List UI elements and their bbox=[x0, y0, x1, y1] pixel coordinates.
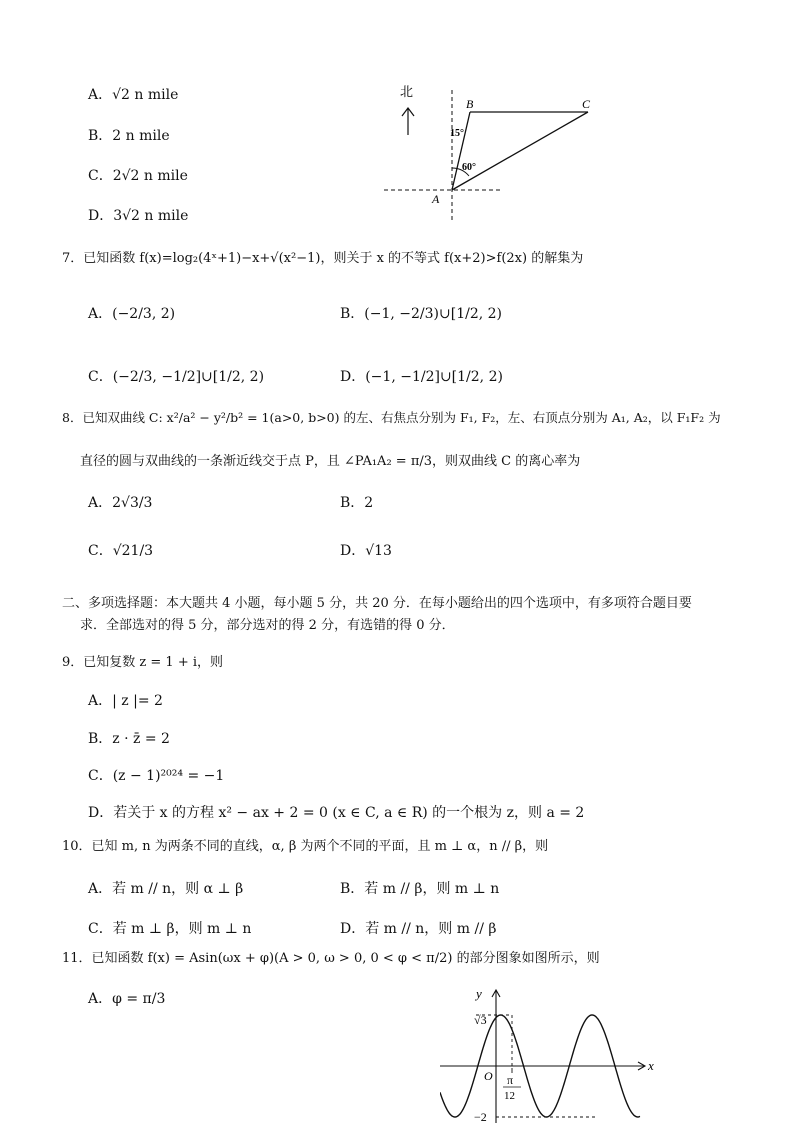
point-a-label: A bbox=[432, 192, 440, 206]
x-axis-label: x bbox=[648, 1058, 654, 1073]
section2-heading-line2: 求．全部选对的得 5 分，部分选对的得 2 分，有选错的得 0 分． bbox=[80, 618, 455, 633]
q10-option-b: B．若 m // β，则 m ⊥ n bbox=[340, 881, 500, 897]
q7-stem: 7．已知函数 f(x)=log₂(4ˣ+1)−x+√(x²−1)，则关于 x 的不等式 f(x+2)>f(2x) 的解集为 bbox=[62, 251, 584, 266]
q9-option-a: A．| z |= 2 bbox=[88, 693, 163, 709]
q6-navigation-figure bbox=[380, 80, 610, 230]
q10-option-d: D．若 m // n，则 m // β bbox=[340, 921, 497, 937]
y-axis-label: y bbox=[476, 986, 482, 1001]
neg2-label: −2 bbox=[474, 1110, 487, 1123]
q6-option-a: A．√2 n mile bbox=[88, 87, 179, 103]
q10-stem: 10．已知 m, n 为两条不同的直线，α, β 为两个不同的平面，且 m ⊥ α，n // β，则 bbox=[62, 839, 549, 854]
q8-option-d: D．√13 bbox=[340, 543, 392, 559]
q7-option-c: C．(−2/3, −1/2]∪[1/2, 2) bbox=[88, 369, 265, 385]
point-b-label: B bbox=[466, 97, 474, 111]
q11-stem: 11．已知函数 f(x) = Asin(ωx + φ)(A > 0, ω > 0, 0 < φ < π/2) 的部分图象如图所示，则 bbox=[62, 951, 600, 966]
angle-15-label: 15° bbox=[450, 128, 464, 139]
q9-stem: 9．已知复数 z = 1 + i，则 bbox=[62, 655, 223, 670]
q7-option-d: D．(−1, −1/2]∪[1/2, 2) bbox=[340, 369, 503, 385]
origin-label: O bbox=[484, 1069, 493, 1083]
q7-option-a: A．(−2/3, 2) bbox=[88, 306, 176, 322]
q10-option-a: A．若 m // n，则 α ⊥ β bbox=[88, 881, 244, 897]
point-c-label: C bbox=[582, 97, 591, 111]
q6-option-c: C．2√2 n mile bbox=[88, 168, 188, 184]
q11-sine-graph bbox=[440, 984, 665, 1123]
q10-option-c: C．若 m ⊥ β，则 m ⊥ n bbox=[88, 921, 252, 937]
q9-option-b: B．z · z̄ = 2 bbox=[88, 731, 170, 747]
north-label: 北 bbox=[400, 84, 414, 99]
q8-stem-line1: 8．已知双曲线 C: x²/a² − y²/b² = 1(a>0, b>0) 的左、右焦点分别为 F₁, F₂，左、右顶点分别为 A₁, A₂，以 F₁F₂ 为 bbox=[62, 410, 721, 425]
q8-option-c: C．√21/3 bbox=[88, 543, 154, 559]
section2-heading-line1: 二、多项选择题：本大题共 4 小题，每小题 5 分，共 20 分．在每小题给出的四个选项中，有多项符合题目要 bbox=[62, 596, 692, 611]
angle-60-label: 60° bbox=[462, 162, 476, 173]
q6-option-b: B．2 n mile bbox=[88, 128, 170, 144]
pi-label: π bbox=[507, 1073, 514, 1087]
q8-option-a: A．2√3/3 bbox=[88, 495, 153, 511]
q8-stem-line2: 直径的圆与双曲线的一条渐近线交于点 P，且 ∠PA₁A₂ = π/3，则双曲线 C 的离心率为 bbox=[80, 454, 581, 469]
q7-option-b: B．(−1, −2/3)∪[1/2, 2) bbox=[340, 306, 503, 322]
q8-option-b: B．2 bbox=[340, 495, 374, 511]
twelve-label: 12 bbox=[504, 1090, 515, 1102]
q9-option-c: C．(z − 1)²⁰²⁴ = −1 bbox=[88, 768, 225, 784]
sqrt3-label: √3 bbox=[474, 1013, 487, 1027]
q9-option-d: D．若关于 x 的方程 x² − ax + 2 = 0 (x ∈ C, a ∈ R) 的一个根为 z，则 a = 2 bbox=[88, 805, 585, 821]
q6-option-d: D．3√2 n mile bbox=[88, 208, 189, 224]
q11-option-a: A．φ = π/3 bbox=[88, 991, 166, 1007]
